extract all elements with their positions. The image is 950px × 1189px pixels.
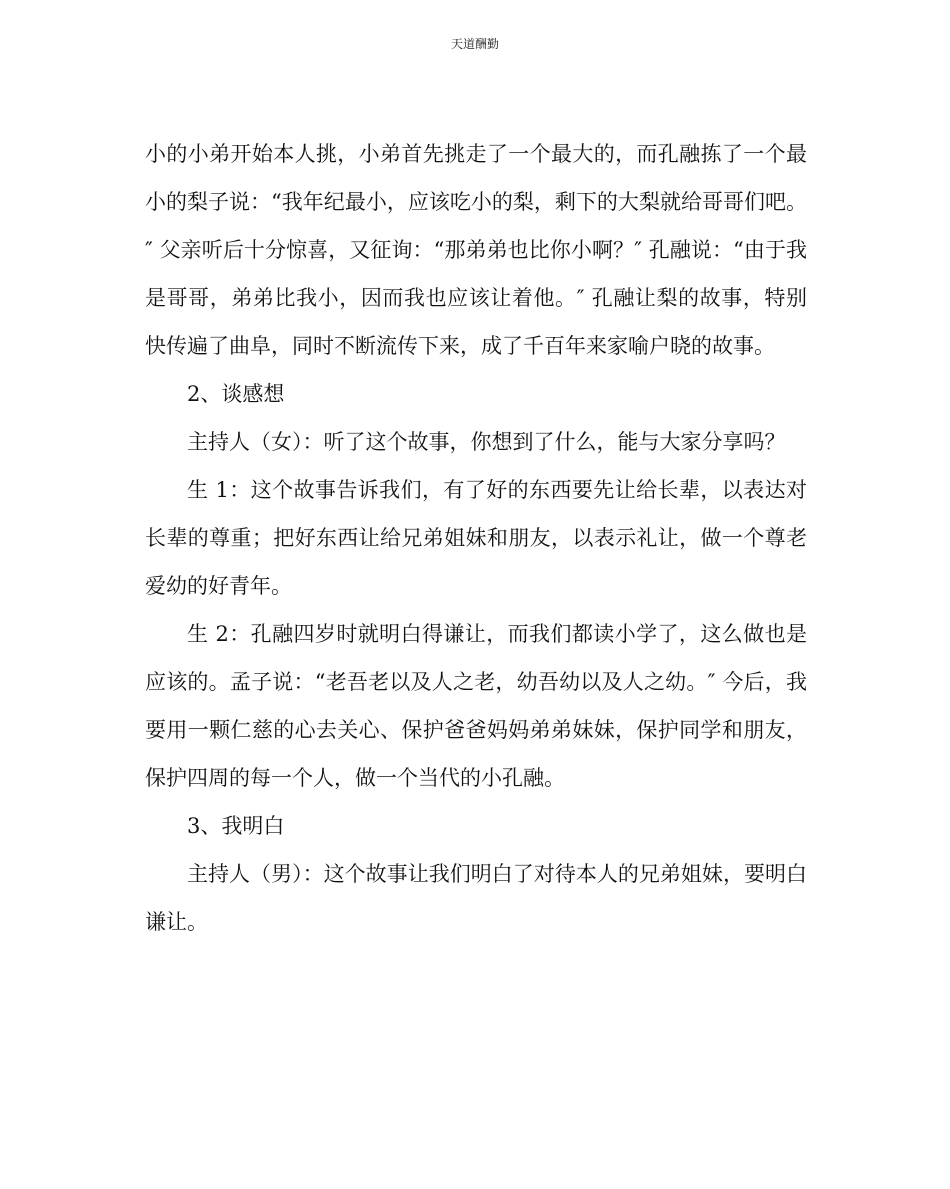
- page-header: 天道酬勤: [450, 37, 499, 51]
- section-heading-reflections: 2、谈感想: [187, 382, 285, 406]
- paragraph-host-female: 主持人（女）：听了这个故事，你想到了什么，能与大家分享吗？: [187, 430, 786, 454]
- paragraph-student-2: 生 2：孔融四岁时就明白得谦让，而我们都读小学了，这么做也是应该的。孟子说：“老吾老以及人之老，幼吾幼以及人之幼。″ 今后，我要用一颗仁慈的心去关心、保护爸爸妈妈弟弟妹妹，保护同学和朋友，保护四周的每一个人，做一个当代的小孔融。: [145, 622, 807, 790]
- paragraph-student-1: 生 1：这个故事告诉我们，有了好的东西要先让给长辈，以表达对长辈的尊重；把好东西让给兄弟姐妹和朋友，以表示礼让，做一个尊老爱幼的好青年。: [145, 478, 807, 598]
- paragraph-story-continued: 小的小弟开始本人挑，小弟首先挑走了一个最大的，而孔融拣了一个最小的梨子说：“我年纪最小，应该吃小的梨，剩下的大梨就给哥哥们吧。″ 父亲听后十分惊喜，又征询：“那弟弟也比你小啊？″ 孔融说：“由于我是哥哥，弟弟比我小，因而我也应该让着他。″ 孔融让梨的故事，特别快传遍了曲阜，同时不断流传下来，成了千百年来家喻户晓的故事。: [145, 142, 807, 358]
- section-heading-understanding: 3、我明白: [187, 814, 285, 838]
- body-text: [145, 130, 807, 946]
- paragraph-host-male: 主持人（男）：这个故事让我们明白了对待本人的兄弟姐妹，要明白谦让。: [145, 862, 807, 934]
